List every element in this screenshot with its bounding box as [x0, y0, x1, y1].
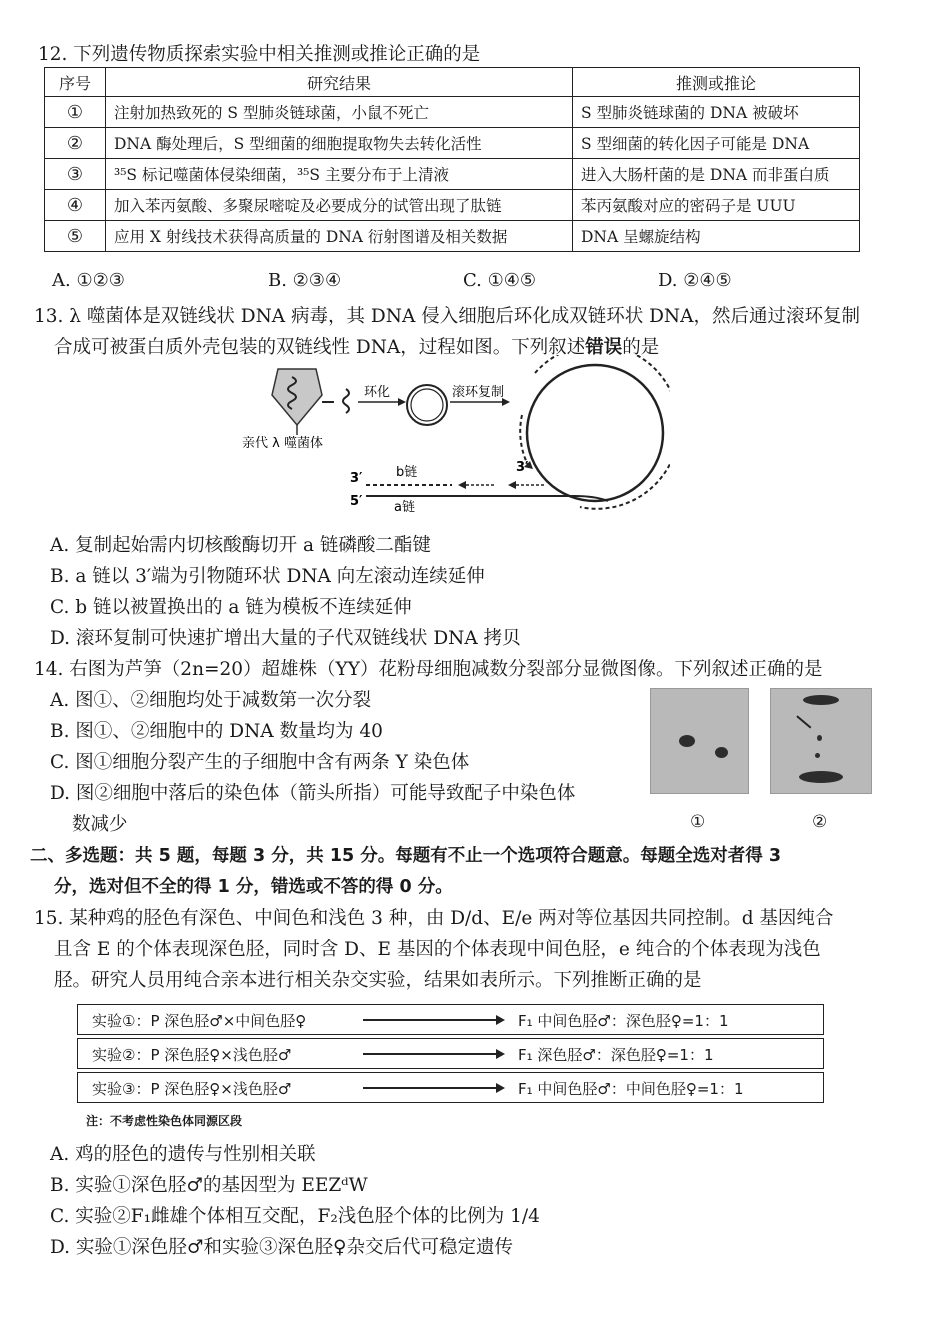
- q12-option-c[interactable]: C. ①④⑤: [463, 270, 536, 291]
- label-a-chain: a链: [394, 500, 415, 515]
- label-5prime: 5′: [350, 494, 363, 509]
- header-number: 序号: [45, 68, 106, 97]
- q13-stem-emphasis: 错误: [585, 337, 623, 358]
- q14-option-d[interactable]: D. 图②细胞中落后的染色体（箭头所指）可能导致配子中染色体: [50, 783, 576, 804]
- q15-option-c[interactable]: C. 实验②F₁雌雄个体相互交配，F₂浅色胫个体的比例为 1/4: [50, 1206, 540, 1227]
- q13-option-c[interactable]: C. b 链以被置换出的 a 链为模板不连续延伸: [50, 597, 412, 618]
- q15-note: 注：不考虑性染色体同源区段: [86, 1114, 243, 1128]
- row-result: DNA 酶处理后，S 型细菌的细胞提取物失去转化活性: [106, 128, 573, 159]
- experiment-cross: 实验③：P 深色胫♀×浅色胫♂: [92, 1080, 292, 1098]
- row-number: ⑤: [45, 221, 106, 252]
- q12-option-d[interactable]: D. ②④⑤: [658, 270, 732, 291]
- table-header-row: [45, 68, 860, 97]
- experiment-row: [77, 1072, 824, 1103]
- label-rolling: 滚环复制: [452, 385, 505, 400]
- label-phage: 亲代 λ 噬菌体: [242, 436, 323, 451]
- linear-dna-coil: [343, 389, 349, 413]
- experiment-result: F₁ 中间色胫♂：深色胫♀=1：1: [518, 1012, 729, 1030]
- rolling-circle: [527, 365, 663, 501]
- chromosome-cluster: [679, 735, 695, 747]
- table-row: [45, 97, 860, 128]
- micrograph-2: [770, 688, 872, 794]
- q13-option-d[interactable]: D. 滚环复制可快速扩增出大量的子代双链线状 DNA 拷贝: [50, 628, 521, 649]
- q15-option-a[interactable]: A. 鸡的胫色的遗传与性别相关联: [50, 1144, 316, 1165]
- header-result: 研究结果: [106, 68, 573, 97]
- micrograph-1: [650, 688, 749, 794]
- q14-option-c[interactable]: C. 图①细胞分裂产生的子细胞中含有两条 Y 染色体: [50, 752, 470, 773]
- arrow-icon: [797, 715, 812, 728]
- q15-stem-line3: 胫。研究人员用纯合亲本进行相关杂交实验，结果如表所示。下列推断正确的是: [54, 970, 702, 991]
- experiment-result: F₁ 中间色胫♂：中间色胫♀=1：1: [518, 1080, 744, 1098]
- lagging-chromosome: [815, 753, 820, 758]
- right-arrow-icon: [363, 1053, 503, 1055]
- q13-option-b[interactable]: B. a 链以 3′端为引物随环状 DNA 向左滚动连续延伸: [50, 566, 485, 587]
- q15-stem-line2: 且含 E 的个体表现深色胫，同时含 D、E 基因的个体表现中间色胫，e 纯合的个体表现为浅色: [54, 939, 821, 960]
- q14-stem: 14. 右图为芦笋（2n=20）超雄株（YY）花粉母细胞减数分裂部分显微图像。下列叙述正确的是: [34, 659, 823, 680]
- row-result: 加入苯丙氨酸、多聚尿嘧啶及必要成分的试管出现了肽链: [106, 190, 573, 221]
- row-inference: S 型肺炎链球菌的 DNA 被破坏: [573, 97, 860, 128]
- table-row: [45, 190, 860, 221]
- right-arrow-icon: [363, 1087, 503, 1089]
- row-number: ②: [45, 128, 106, 159]
- row-inference: 进入大肠杆菌的是 DNA 而非蛋白质: [573, 159, 860, 190]
- q14-option-d-cont: 数减少: [72, 814, 128, 835]
- q12-option-b[interactable]: B. ②③④: [268, 270, 342, 291]
- rolling-circle-diagram: [230, 355, 670, 525]
- q13-stem-text: 合成可被蛋白质外壳包装的双链线性 DNA，过程如图。下列叙述: [54, 337, 586, 358]
- q15-stem-line1: 15. 某种鸡的胫色有深色、中间色和浅色 3 种，由 D/d、E/e 两对等位基因共同控制。d 基因纯合: [34, 908, 834, 929]
- row-result: 注射加热致死的 S 型肺炎链球菌，小鼠不死亡: [106, 97, 573, 128]
- q14-option-a[interactable]: A. 图①、②细胞均处于减数第一次分裂: [50, 690, 372, 711]
- right-arrow-icon: [363, 1019, 503, 1021]
- table-row: [45, 159, 860, 190]
- chromosome-cluster: [715, 747, 728, 758]
- chromosome-cluster: [803, 695, 839, 705]
- header-inference: 推测或推论: [573, 68, 860, 97]
- micrograph-1-label: ①: [690, 812, 706, 832]
- q12-table: [44, 67, 860, 252]
- row-number: ①: [45, 97, 106, 128]
- table-row: [45, 221, 860, 252]
- section2-line2: 分，选对但不全的得 1 分，错选或不答的得 0 分。: [54, 877, 453, 897]
- circular-dna: [407, 385, 447, 425]
- section2-line1: 二、多选题：共 5 题，每题 3 分，共 15 分。每题有不止一个选项符合题意。每题全选对者得 3: [30, 846, 782, 866]
- row-inference: 苯丙氨酸对应的密码子是 UUU: [573, 190, 860, 221]
- row-result: ³⁵S 标记噬菌体侵染细菌，³⁵S 主要分布于上清液: [106, 159, 573, 190]
- q13-stem-line1: 13. λ 噬菌体是双链线状 DNA 病毒，其 DNA 侵入细胞后环化成双链环状 DNA，然后通过滚环复制: [34, 306, 860, 327]
- micrograph-2-label: ②: [812, 812, 828, 832]
- q12-option-a[interactable]: A. ①②③: [52, 270, 125, 291]
- q13-option-a[interactable]: A. 复制起始需内切核酸酶切开 a 链磷酸二酯键: [50, 535, 431, 556]
- experiment-cross: 实验②：P 深色胫♀×浅色胫♂: [92, 1046, 292, 1064]
- label-3prime: 3′: [350, 471, 363, 486]
- experiment-result: F₁ 深色胫♂：深色胫♀=1：1: [518, 1046, 714, 1064]
- q13-stem-end: 的是: [622, 337, 660, 358]
- row-inference: DNA 呈螺旋结构: [573, 221, 860, 252]
- label-cyclize: 环化: [364, 385, 391, 400]
- experiment-cross: 实验①：P 深色胫♂×中间色胫♀: [92, 1012, 307, 1030]
- row-result: 应用 X 射线技术获得高质量的 DNA 衍射图谱及相关数据: [106, 221, 573, 252]
- experiment-row: [77, 1004, 824, 1035]
- q14-option-b[interactable]: B. 图①、②细胞中的 DNA 数量均为 40: [50, 721, 383, 742]
- lagging-chromosome: [817, 735, 822, 741]
- label-b-chain: b链: [396, 465, 418, 480]
- row-number: ③: [45, 159, 106, 190]
- experiment-row: [77, 1038, 824, 1069]
- label-3prime-ring: 3′: [516, 460, 529, 475]
- row-inference: S 型细菌的转化因子可能是 DNA: [573, 128, 860, 159]
- q12-stem: 12. 下列遗传物质探索实验中相关推测或推论正确的是: [38, 44, 481, 65]
- q15-option-d[interactable]: D. 实验①深色胫♂和实验③深色胫♀杂交后代可稳定遗传: [50, 1237, 514, 1258]
- q15-option-b[interactable]: B. 实验①深色胫♂的基因型为 EEZᵈW: [50, 1175, 368, 1196]
- row-number: ④: [45, 190, 106, 221]
- chromosome-cluster: [799, 771, 843, 783]
- table-row: [45, 128, 860, 159]
